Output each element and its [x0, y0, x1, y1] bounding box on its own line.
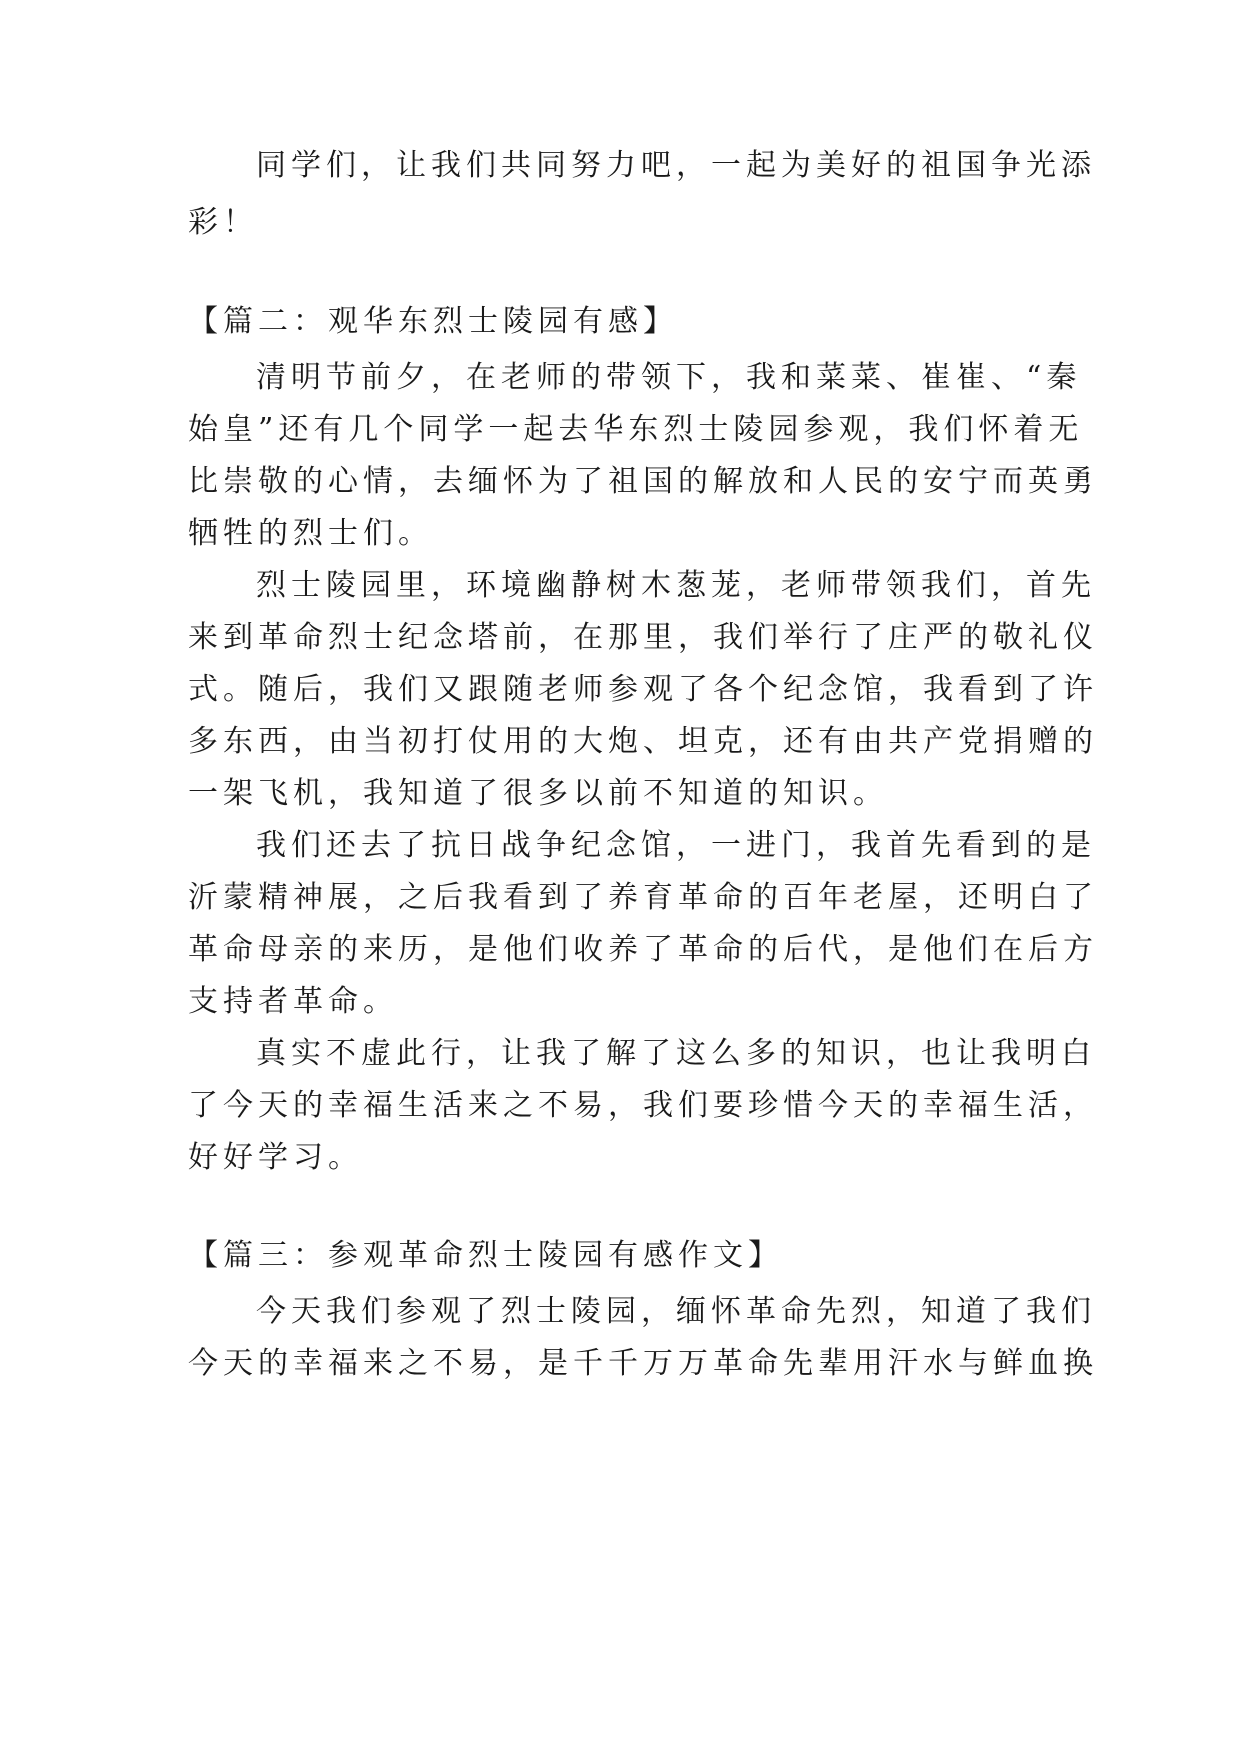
section-2-heading: 【篇二：观华东烈士陵园有感】 [188, 304, 678, 339]
text-line: 了今天的幸福生活来之不易，我们要珍惜今天的幸福生活， [188, 1088, 1098, 1123]
text-line: 彩！ [188, 205, 258, 240]
text-line: 支持者革命。 [188, 984, 398, 1019]
text-line: 清明节前夕，在老师的带领下，我和菜菜、崔崔、“秦 [256, 360, 1082, 395]
text-line: 沂蒙精神展，之后我看到了养育革命的百年老屋，还明白了 [188, 880, 1098, 915]
text-line: 我们还去了抗日战争纪念馆，一进门，我首先看到的是 [256, 828, 1096, 863]
text-line: 来到革命烈士纪念塔前，在那里，我们举行了庄严的敬礼仪 [188, 620, 1098, 655]
section-3-heading: 【篇三：参观革命烈士陵园有感作文】 [188, 1238, 783, 1273]
text-line: 烈士陵园里，环境幽静树木葱茏，老师带领我们，首先 [256, 568, 1096, 603]
text-line: 多东西，由当初打仗用的大炮、坦克，还有由共产党捐赠的 [188, 724, 1098, 759]
text-line: 革命母亲的来历，是他们收养了革命的后代，是他们在后方 [188, 932, 1098, 967]
text-line: 牺牲的烈士们。 [188, 516, 433, 551]
text-line: 一架飞机，我知道了很多以前不知道的知识。 [188, 776, 888, 811]
text-line: 式。随后，我们又跟随老师参观了各个纪念馆，我看到了许 [188, 672, 1098, 707]
text-line: 同学们，让我们共同努力吧，一起为美好的祖国争光添 [256, 148, 1096, 183]
text-line: 今天我们参观了烈士陵园，缅怀革命先烈，知道了我们 [256, 1294, 1096, 1329]
text-line: 始皇”还有几个同学一起去华东烈士陵园参观，我们怀着无 [188, 412, 1084, 447]
text-line: 好好学习。 [188, 1140, 363, 1175]
text-line: 比崇敬的心情，去缅怀为了祖国的解放和人民的安宁而英勇 [188, 464, 1098, 499]
text-line: 真实不虚此行，让我了解了这么多的知识，也让我明白 [256, 1036, 1096, 1071]
text-line: 今天的幸福来之不易，是千千万万革命先辈用汗水与鲜血换 [188, 1346, 1098, 1381]
